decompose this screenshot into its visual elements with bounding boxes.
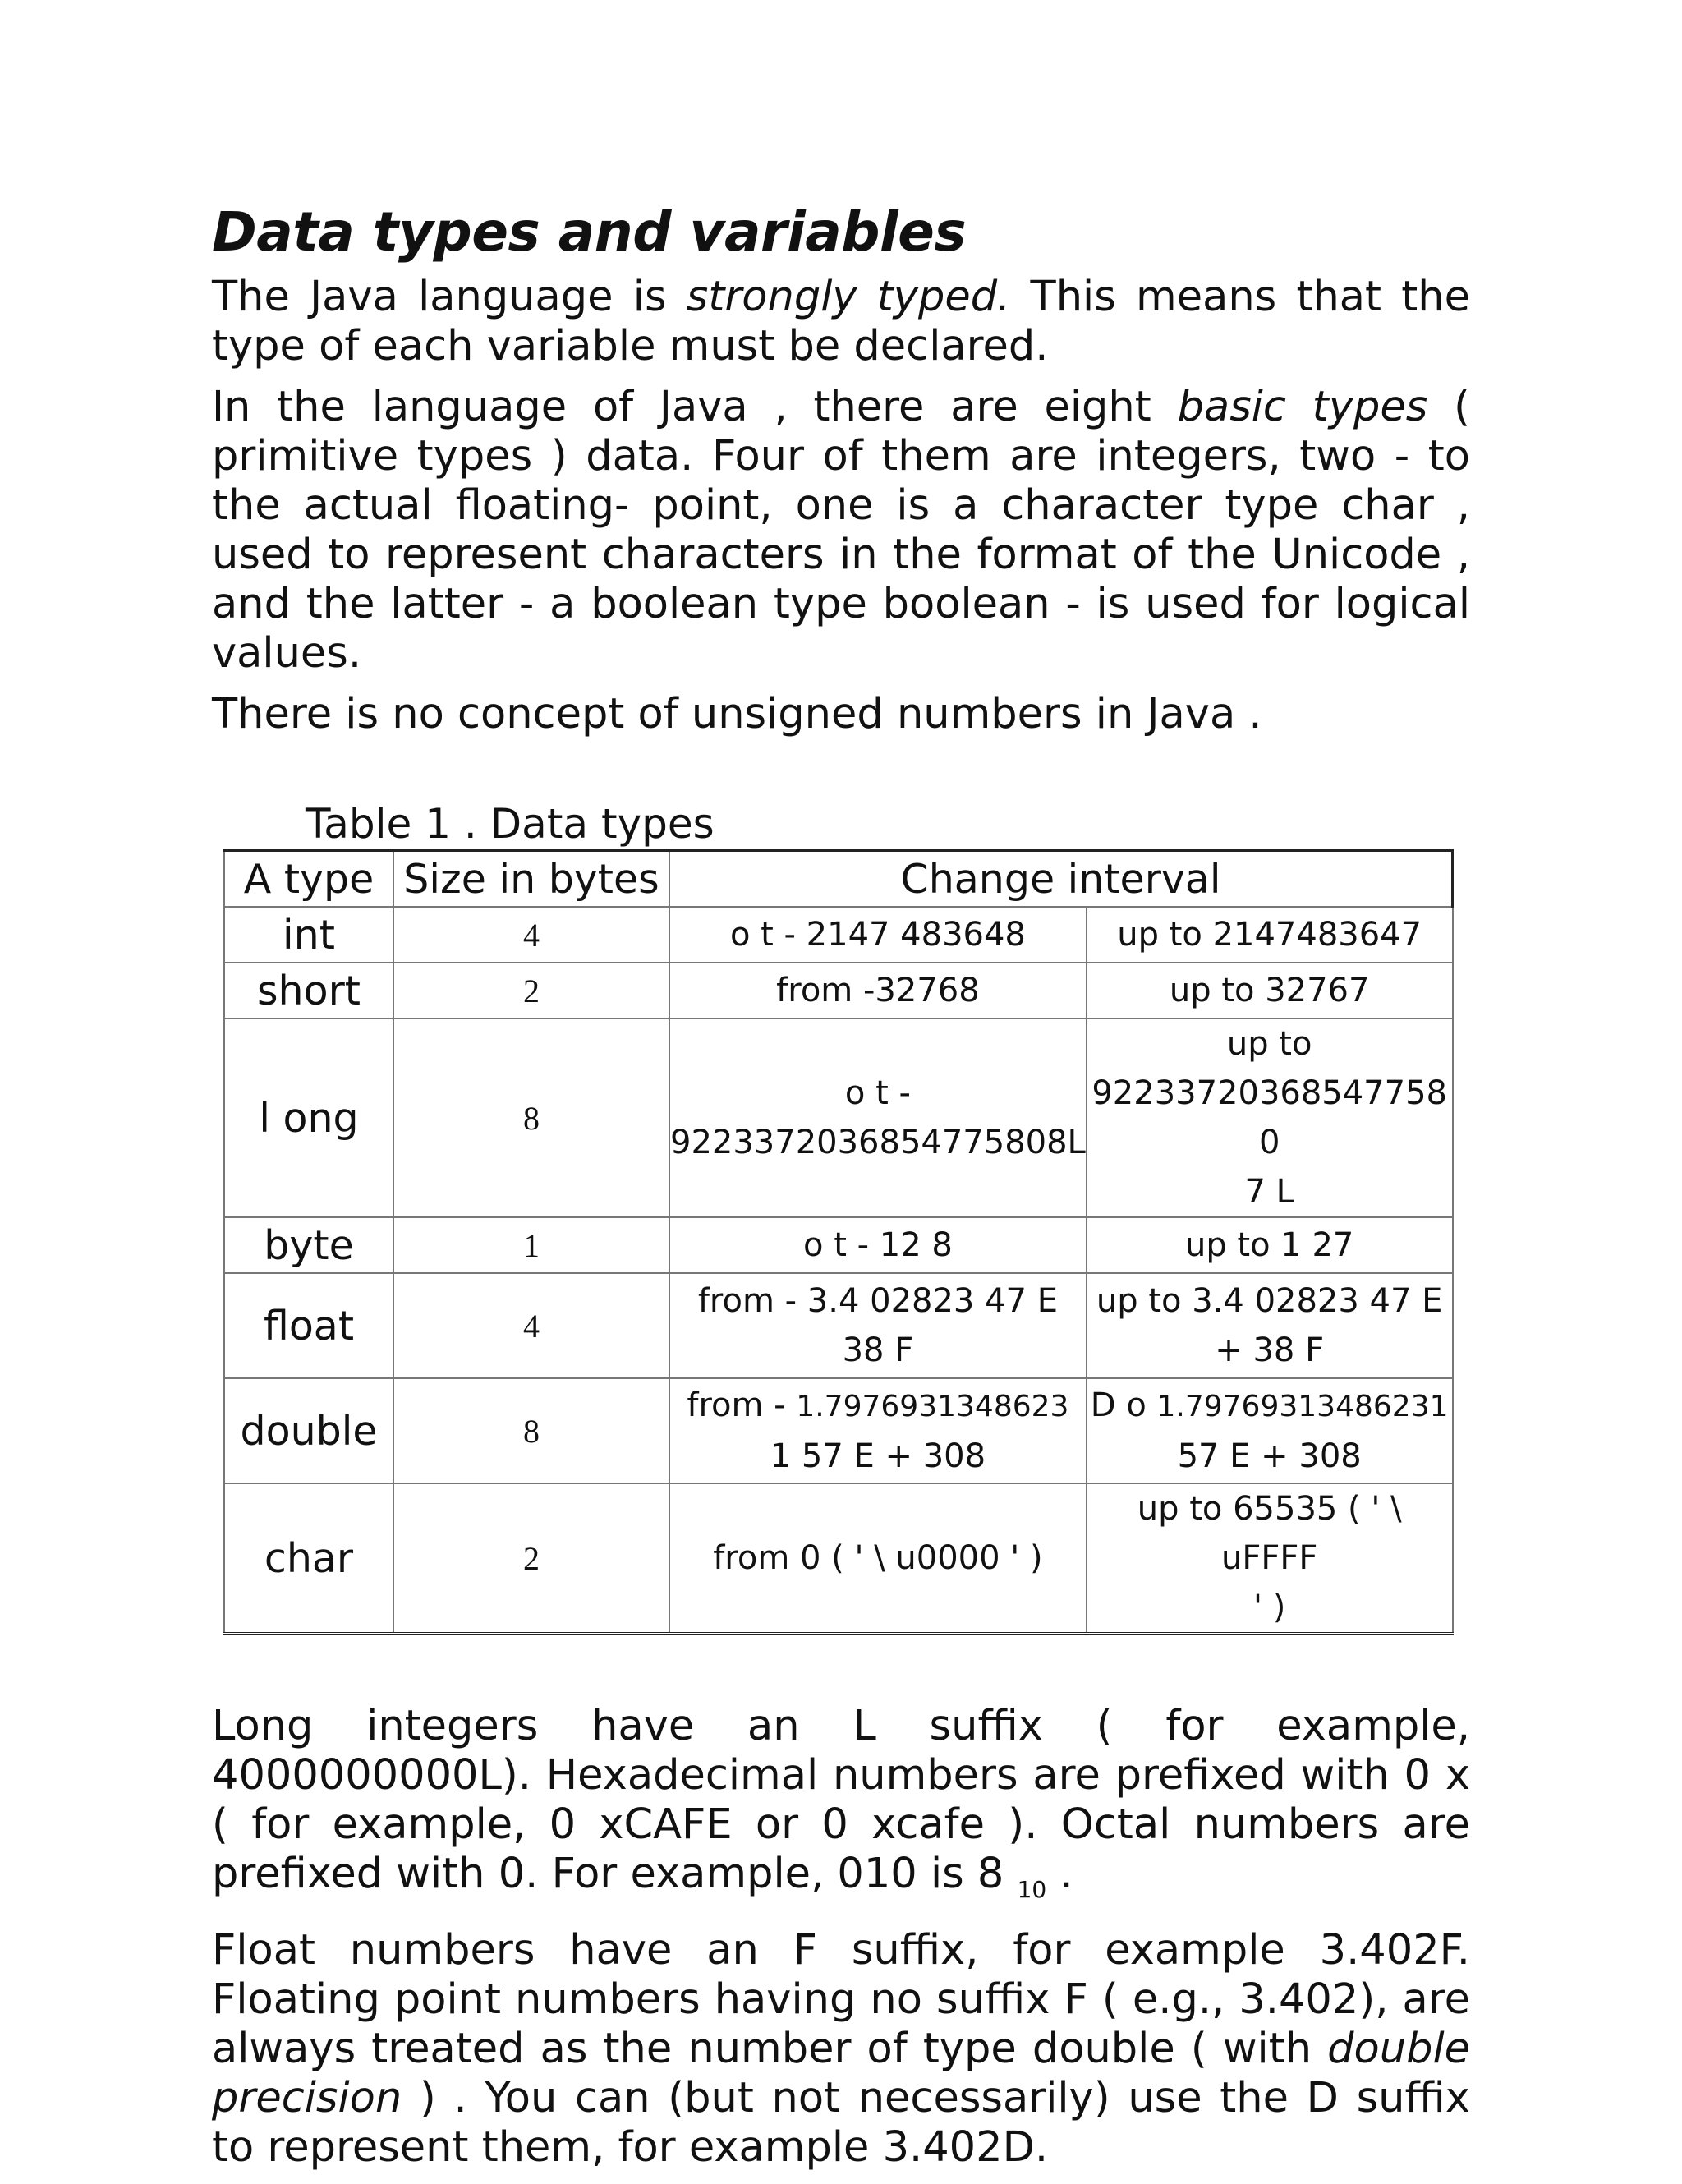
table-row xyxy=(224,1483,1453,1634)
paragraph-float-suffixes xyxy=(212,1926,1470,2173)
cell-to xyxy=(1087,1378,1453,1483)
cell-type: short xyxy=(224,963,393,1018)
para2-text-b: ( primitive types ) data. Four of them are integers, two - to the actual floating- point, one is a character type char , used to represent characters in the format of the Unicode , and the latter - a boolean type boolean - is used for logical values. xyxy=(212,383,1470,678)
cell-to-line-1 xyxy=(1087,1381,1452,1432)
header-range: Change interval xyxy=(669,851,1453,908)
cell-type: char xyxy=(224,1483,393,1634)
cell-type: float xyxy=(224,1273,393,1378)
paragraph-basic-types xyxy=(212,383,1470,678)
paragraph-strong-typing xyxy=(212,273,1470,371)
cell-size: 4 xyxy=(393,907,669,963)
cell-type: double xyxy=(224,1378,393,1483)
cell-to-number: 1.79769313486231 xyxy=(1156,1390,1449,1423)
table-row xyxy=(224,1217,1453,1273)
cell-to-line-1: up to 65535 ( ' \ uFFFF xyxy=(1137,1490,1402,1577)
document-page xyxy=(212,195,1470,2184)
cell-to-line-3: 7 L xyxy=(1244,1173,1294,1211)
cell-from: from -32768 xyxy=(669,963,1087,1018)
cell-to-line-1: up to 3.4 02823 47 E xyxy=(1096,1282,1443,1320)
cell-from: o t - 2147 483648 xyxy=(669,907,1087,963)
cell-size: 8 xyxy=(393,1018,669,1217)
cell-from-prefix: from - xyxy=(687,1386,797,1424)
cell-to-prefix: D o xyxy=(1090,1386,1157,1424)
table-row xyxy=(224,1378,1453,1483)
para2-text-a: In the language of Java , there are eight xyxy=(212,383,1178,431)
header-type: A type xyxy=(224,851,393,908)
table-row xyxy=(224,963,1453,1018)
data-types-table xyxy=(223,849,1454,1635)
cell-to-line-2: ' ) xyxy=(1253,1589,1286,1626)
cell-from-line-2: 38 F xyxy=(842,1331,914,1369)
cell-from xyxy=(669,1378,1087,1483)
cell-to-line-2: 92233720368547758​0 xyxy=(1091,1074,1447,1161)
para4-text: Long integers have an L suffix ( for example, 4000000000L). Hexadecimal numbers are prefixed with 0 x ( for example, 0 xCAFE or 0 xcafe ). Octal numbers are prefixed with 0. For example, 010 is 8 xyxy=(212,1702,1470,1898)
cell-to-line-2: + 38 F xyxy=(1215,1331,1325,1369)
para4-end: . xyxy=(1046,1850,1073,1898)
cell-to xyxy=(1087,1018,1453,1217)
para1-text-b: This means that the type of each variable must be declared. xyxy=(212,273,1470,370)
cell-from-line-2: 1 57 E + 308 xyxy=(770,1437,986,1475)
paragraph-unsigned: There is no concept of unsigned numbers in Java . xyxy=(212,690,1262,738)
cell-type: int xyxy=(224,907,393,963)
para2-emphasis: basic types xyxy=(1177,383,1428,431)
cell-from-number: 1.7976931348623 xyxy=(796,1390,1069,1423)
cell-from-line-1: o t - xyxy=(844,1074,911,1112)
table-row xyxy=(224,1018,1453,1217)
cell-from-line-1: from - 3.4 02823 47 E xyxy=(697,1282,1058,1320)
para5-text-a: Float numbers have an F suffix, for example 3.402F. Floating point numbers having no suffix F ( e.g., 3.402), are always treated as the number of type double ( with xyxy=(212,1926,1470,2073)
cell-size: 2 xyxy=(393,963,669,1018)
cell-to-line-1: up to xyxy=(1226,1025,1312,1063)
cell-type: l ong xyxy=(224,1018,393,1217)
cell-from xyxy=(669,1273,1087,1378)
cell-size: 2 xyxy=(393,1483,669,1634)
paragraph-integer-suffixes xyxy=(212,1702,1470,1915)
cell-from-line-1 xyxy=(670,1381,1086,1432)
cell-size: 1 xyxy=(393,1217,669,1273)
cell-to: up to 1 27 xyxy=(1087,1217,1453,1273)
table-header-row xyxy=(224,851,1453,908)
para1-text-a: The Java language is xyxy=(212,273,687,321)
cell-to-line-2: 57 E + 308 xyxy=(1177,1437,1362,1475)
cell-from: from 0 ( ' \ u0000 ' ) xyxy=(669,1483,1087,1634)
para5-emphasis: double precision xyxy=(212,2025,1470,2122)
cell-to: up to 32767 xyxy=(1087,963,1453,1018)
para5-text-b: ) . You can (but not necessarily) use the D suffix to represent them, for example 3.402D. xyxy=(212,2074,1470,2172)
cell-from xyxy=(669,1018,1087,1217)
table-row xyxy=(224,1273,1453,1378)
cell-to xyxy=(1087,1483,1453,1634)
table-row xyxy=(224,907,1453,963)
cell-from: o t - 12 8 xyxy=(669,1217,1087,1273)
cell-size: 4 xyxy=(393,1273,669,1378)
cell-type: byte xyxy=(224,1217,393,1273)
table-caption: Table 1 . Data types xyxy=(306,800,715,848)
para4-subscript: 10 xyxy=(1017,1876,1047,1903)
cell-from-line-2: 9223372036854775808L xyxy=(670,1124,1086,1161)
header-size: Size in bytes xyxy=(393,851,669,908)
cell-to xyxy=(1087,1273,1453,1378)
para1-emphasis: strongly typed. xyxy=(686,273,1011,321)
cell-size: 8 xyxy=(393,1378,669,1483)
cell-to: up to 2147483647 xyxy=(1087,907,1453,963)
page-title: Data types and variables xyxy=(212,200,967,264)
